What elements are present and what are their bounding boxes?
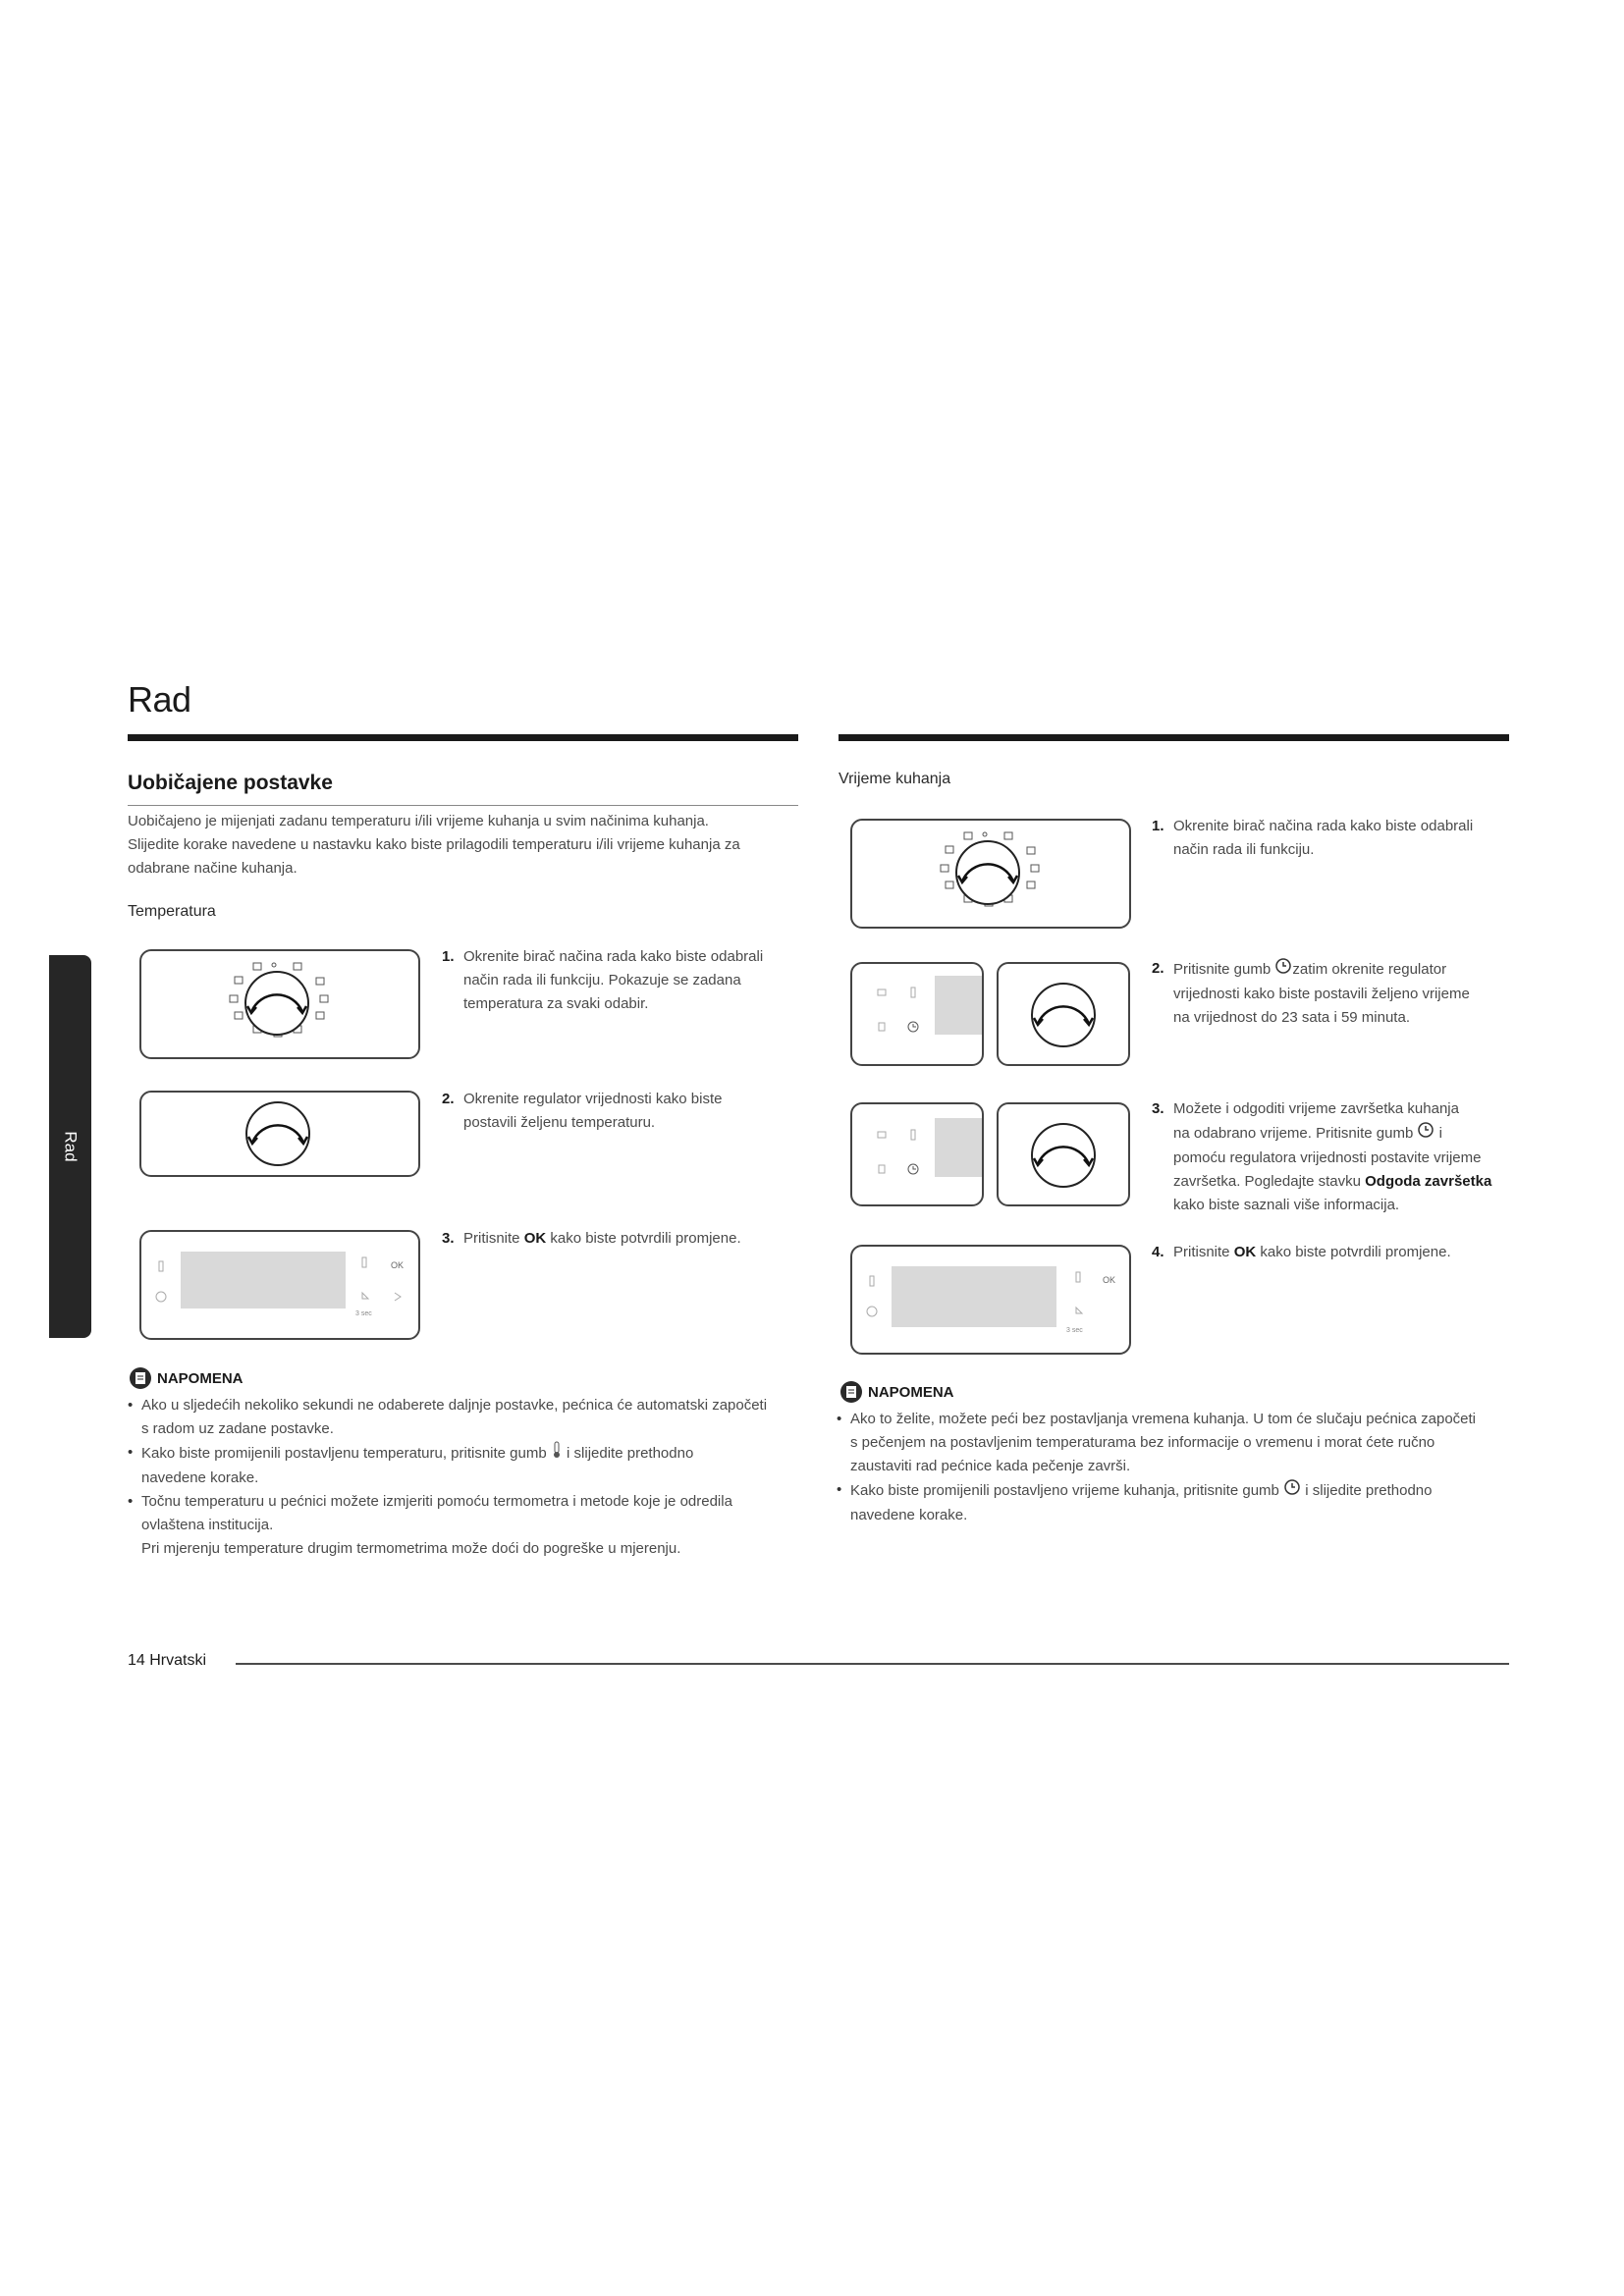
note-line: • Ako to želite, možete peći bez postavljanja vremena kuhanja. U tom će slučaju pećnica započeti (850, 1411, 1477, 1427)
intro-line: Slijedite korake navedene u nastavku kako biste prilagodili temperaturu i/ili vrijeme kuhanja za (128, 836, 740, 853)
side-chapter-tab[interactable] (49, 955, 91, 1338)
step-line: način rada ili funkciju. Pokazuje se zadana (463, 972, 741, 988)
step-text: zatim okrenite regulator (1292, 960, 1447, 978)
right-note-heading (840, 1381, 954, 1403)
note-line: navedene korake. (850, 1507, 968, 1523)
ok-label: OK (391, 1260, 405, 1270)
step-line: temperatura za svaki odabir. (463, 995, 649, 1012)
step-line: postavili željenu temperaturu. (463, 1114, 656, 1131)
temp-step-2 (442, 1088, 805, 1135)
page-number: 14 (128, 1652, 145, 1669)
mode-dial-panel (139, 949, 420, 1059)
section-rule (128, 805, 798, 806)
step-line: Okrenite birač načina rada kako biste odabrali (1173, 818, 1474, 834)
rt-value-dial-illustration (999, 964, 1128, 1064)
value-dial-illustration (141, 1093, 418, 1175)
step-line: na vrijednost do 23 sata i 59 minuta. (1173, 1009, 1410, 1026)
step-line: kako biste saznali više informacija. (1173, 1197, 1400, 1213)
note-text: i slijedite prethodno (562, 1444, 694, 1462)
note-line: navedene korake. (141, 1469, 259, 1486)
chapter-rule-right (839, 734, 1509, 741)
right-note-list (837, 1408, 1524, 1527)
rt-time-button-panel-a (850, 962, 984, 1066)
note-item (837, 1408, 1524, 1478)
note-line: • Ako u sljedećih nekoliko sekundi ne odaberete daljnje postavke, pećnica će automatski započeti (141, 1397, 768, 1414)
rt-value-dial-illustration (999, 1104, 1128, 1204)
time-button-illustration (852, 1104, 982, 1204)
clock-icon (1283, 1478, 1301, 1504)
ok-keyword: OK (1233, 1244, 1257, 1260)
rt-mode-dial-panel (850, 819, 1131, 929)
temp-step-3 (442, 1227, 805, 1251)
rt-value-dial-panel-a (997, 962, 1130, 1066)
chapter-title: Rad (128, 679, 191, 720)
note-text: Kako biste promijenili postavljeno vrijeme kuhanja, pritisnite gumb (850, 1481, 1284, 1499)
mode-dial-illustration (141, 951, 418, 1057)
step-line: Možete i odgoditi vrijeme završetka kuhanja (1173, 1100, 1459, 1117)
step-number: 2. (442, 1091, 455, 1107)
step-line: pomoću regulatora vrijednosti postavite vrijeme (1173, 1149, 1482, 1166)
note-text: i slijedite prethodno (1301, 1481, 1433, 1499)
time-step-1 (1152, 815, 1515, 862)
hold-label: 3 sec (1066, 1327, 1083, 1334)
temp-step-1 (442, 945, 805, 1016)
note-line: s pečenjem na postavljenim temperaturama bez informacije o vremenu i morat ćete ručno (850, 1434, 1435, 1451)
left-note-heading (130, 1367, 244, 1389)
note-line: • Točnu temperaturu u pećnici možete izmjeriti pomoću termometra i metode koje je odredila (141, 1493, 732, 1510)
hold-label: 3 sec (355, 1310, 372, 1317)
intro-line: Uobičajeno je mijenjati zadanu temperaturu i/ili vrijeme kuhanja u svim načinima kuhanja. (128, 813, 709, 829)
rt-value-dial-panel-b (997, 1102, 1130, 1206)
thermometer-icon (551, 1441, 563, 1467)
note-line: ovlaštena institucija. (141, 1517, 274, 1533)
note-item (128, 1441, 815, 1490)
step-text: Pritisnite (463, 1230, 524, 1247)
rt-time-button-panel-b (850, 1102, 984, 1206)
temperature-subheading: Temperatura (128, 903, 216, 920)
step-line: Okrenite birač načina rada kako biste odabrali (463, 948, 764, 965)
step-number: 3. (1152, 1100, 1164, 1117)
clock-icon (1274, 957, 1292, 983)
value-dial-panel (139, 1091, 420, 1177)
intro-paragraph (128, 810, 805, 881)
display-panel (139, 1230, 420, 1340)
note-line: Pri mjerenju temperature drugim termometrima može doći do pogreške u mjerenju. (141, 1540, 681, 1557)
note-text: Kako biste promijenili postavljenu temperaturu, pritisnite gumb (141, 1444, 551, 1462)
display-illustration (141, 1232, 418, 1338)
time-step-3 (1152, 1097, 1515, 1217)
step-text: i (1435, 1124, 1442, 1142)
note-item (837, 1478, 1524, 1527)
note-line: s radom uz zadane postavke. (141, 1420, 334, 1437)
step-text: kako biste potvrdili promjene. (1256, 1244, 1451, 1260)
step-text: Pritisnite gumb (1173, 960, 1275, 978)
note-icon (130, 1367, 151, 1389)
step-line: vrijednosti kako biste postavili željeno vrijeme (1173, 986, 1470, 1002)
time-step-2 (1152, 957, 1515, 1030)
step-line: način rada ili funkciju. (1173, 841, 1315, 858)
note-icon (840, 1381, 862, 1403)
clock-icon (1417, 1121, 1435, 1147)
step-number: 2. (1152, 960, 1164, 977)
ok-label: OK (1103, 1275, 1116, 1285)
intro-line: odabrane načine kuhanja. (128, 860, 298, 877)
rt-display-panel (850, 1245, 1131, 1355)
cooking-time-subheading: Vrijeme kuhanja (839, 771, 951, 787)
note-item (128, 1394, 815, 1441)
step-number: 3. (442, 1230, 455, 1247)
note-line: zaustaviti rad pećnice kada pečenje završi. (850, 1458, 1131, 1474)
step-number: 1. (442, 948, 455, 965)
step-number: 1. (1152, 818, 1164, 834)
side-tab-label: Rad (61, 1131, 81, 1162)
time-step-4 (1152, 1241, 1515, 1264)
ok-keyword: OK (523, 1230, 547, 1247)
step-line: Okrenite regulator vrijednosti kako biste (463, 1091, 723, 1107)
step-text: Pritisnite (1173, 1244, 1234, 1260)
chapter-rule-left (128, 734, 798, 741)
delay-end-reference: Odgoda završetka (1365, 1173, 1492, 1190)
left-note-list (128, 1394, 815, 1561)
section-title: Uobičajene postavke (128, 772, 333, 794)
rt-mode-dial-illustration (852, 821, 1129, 927)
language-label: Hrvatski (149, 1652, 207, 1669)
footer-rule (236, 1663, 1509, 1665)
note-item (128, 1490, 815, 1561)
step-number: 4. (1152, 1244, 1164, 1260)
time-button-illustration (852, 964, 982, 1064)
step-text: kako biste potvrdili promjene. (546, 1230, 741, 1247)
rt-display-illustration (852, 1247, 1129, 1353)
page-footer (128, 1652, 206, 1670)
step-text: na odabrano vrijeme. Pritisnite gumb (1173, 1124, 1418, 1142)
step-text: završetka. Pogledajte stavku (1173, 1173, 1366, 1190)
note-label: NAPOMENA (868, 1383, 954, 1401)
note-label: NAPOMENA (157, 1369, 244, 1387)
